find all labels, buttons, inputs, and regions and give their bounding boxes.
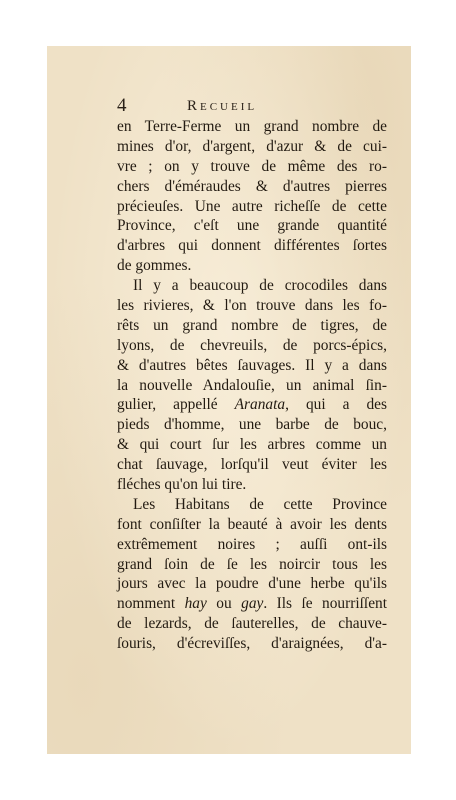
text-line: Province, c'eſt une grande quantité bbox=[117, 217, 387, 235]
text-fragment: ou bbox=[206, 595, 242, 613]
text-line: font conſiſter la beauté à avoir les dents bbox=[117, 515, 387, 533]
text-line: de lezards, de ſauterelles, de chauve- bbox=[117, 615, 387, 633]
text-fragment: , qui a des bbox=[285, 396, 388, 414]
text-line: la nouvelle Andalouſie, un animal ſin- bbox=[117, 376, 387, 394]
running-head: Recueil bbox=[187, 98, 258, 114]
page-number: 4 bbox=[117, 95, 127, 116]
text-line: chers d'éméraudes & d'autres pierres bbox=[117, 177, 387, 195]
text-line: les rivieres, & l'on trouve dans les fo- bbox=[117, 297, 387, 315]
text-line bbox=[117, 594, 387, 614]
text-line: Les Habitans de cette Province bbox=[133, 495, 387, 513]
text-line: jours avec la poudre d'une herbe qu'ils bbox=[117, 575, 387, 593]
body-text bbox=[117, 117, 387, 654]
text-line: précieuſes. Une autre richeſſe de cette bbox=[117, 197, 387, 215]
text-line: en Terre-Ferme un grand nombre de bbox=[117, 118, 387, 135]
text-line: Il y a beaucoup de crocodiles dans bbox=[133, 277, 387, 295]
italic-term: hay bbox=[184, 595, 207, 613]
text-line: de gommes. bbox=[117, 257, 192, 275]
text-line: chat ſauvage, lorſqu'il veut éviter les bbox=[117, 456, 387, 474]
text-line: grand ſoin de ſe les noircir tous les bbox=[117, 555, 387, 573]
italic-term: Aranata bbox=[234, 396, 286, 414]
italic-term: gay bbox=[241, 595, 264, 613]
text-line: & qui court ſur les arbres comme un bbox=[117, 436, 387, 454]
text-line bbox=[117, 395, 387, 415]
text-line: ſouris, d'écreviſſes, d'araignées, d'a- bbox=[117, 635, 387, 653]
text-line: d'arbres qui donnent différentes ſortes bbox=[117, 237, 387, 255]
text-line: lyons, de chevreuils, de porcs-épics, bbox=[117, 336, 387, 354]
text-fragment: gulier, appellé bbox=[117, 396, 235, 414]
text-line: rêts un grand nombre de tigres, de bbox=[117, 316, 387, 334]
text-line: extrêmement noires ; auſſi ont-ils bbox=[117, 535, 387, 553]
text-line: pieds d'homme, une barbe de bouc, bbox=[117, 416, 387, 434]
text-line: & d'autres bêtes ſauvages. Il y a dans bbox=[117, 356, 387, 374]
text-line: mines d'or, d'argent, d'azur & de cui- bbox=[117, 137, 387, 155]
text-line: vre ; on y trouve de même des ro- bbox=[117, 157, 387, 175]
text-fragment: . Ils ſe nourriſſent bbox=[263, 595, 388, 613]
text-fragment: nomment bbox=[117, 595, 185, 613]
text-line: fléches qu'on lui tire. bbox=[117, 476, 247, 494]
